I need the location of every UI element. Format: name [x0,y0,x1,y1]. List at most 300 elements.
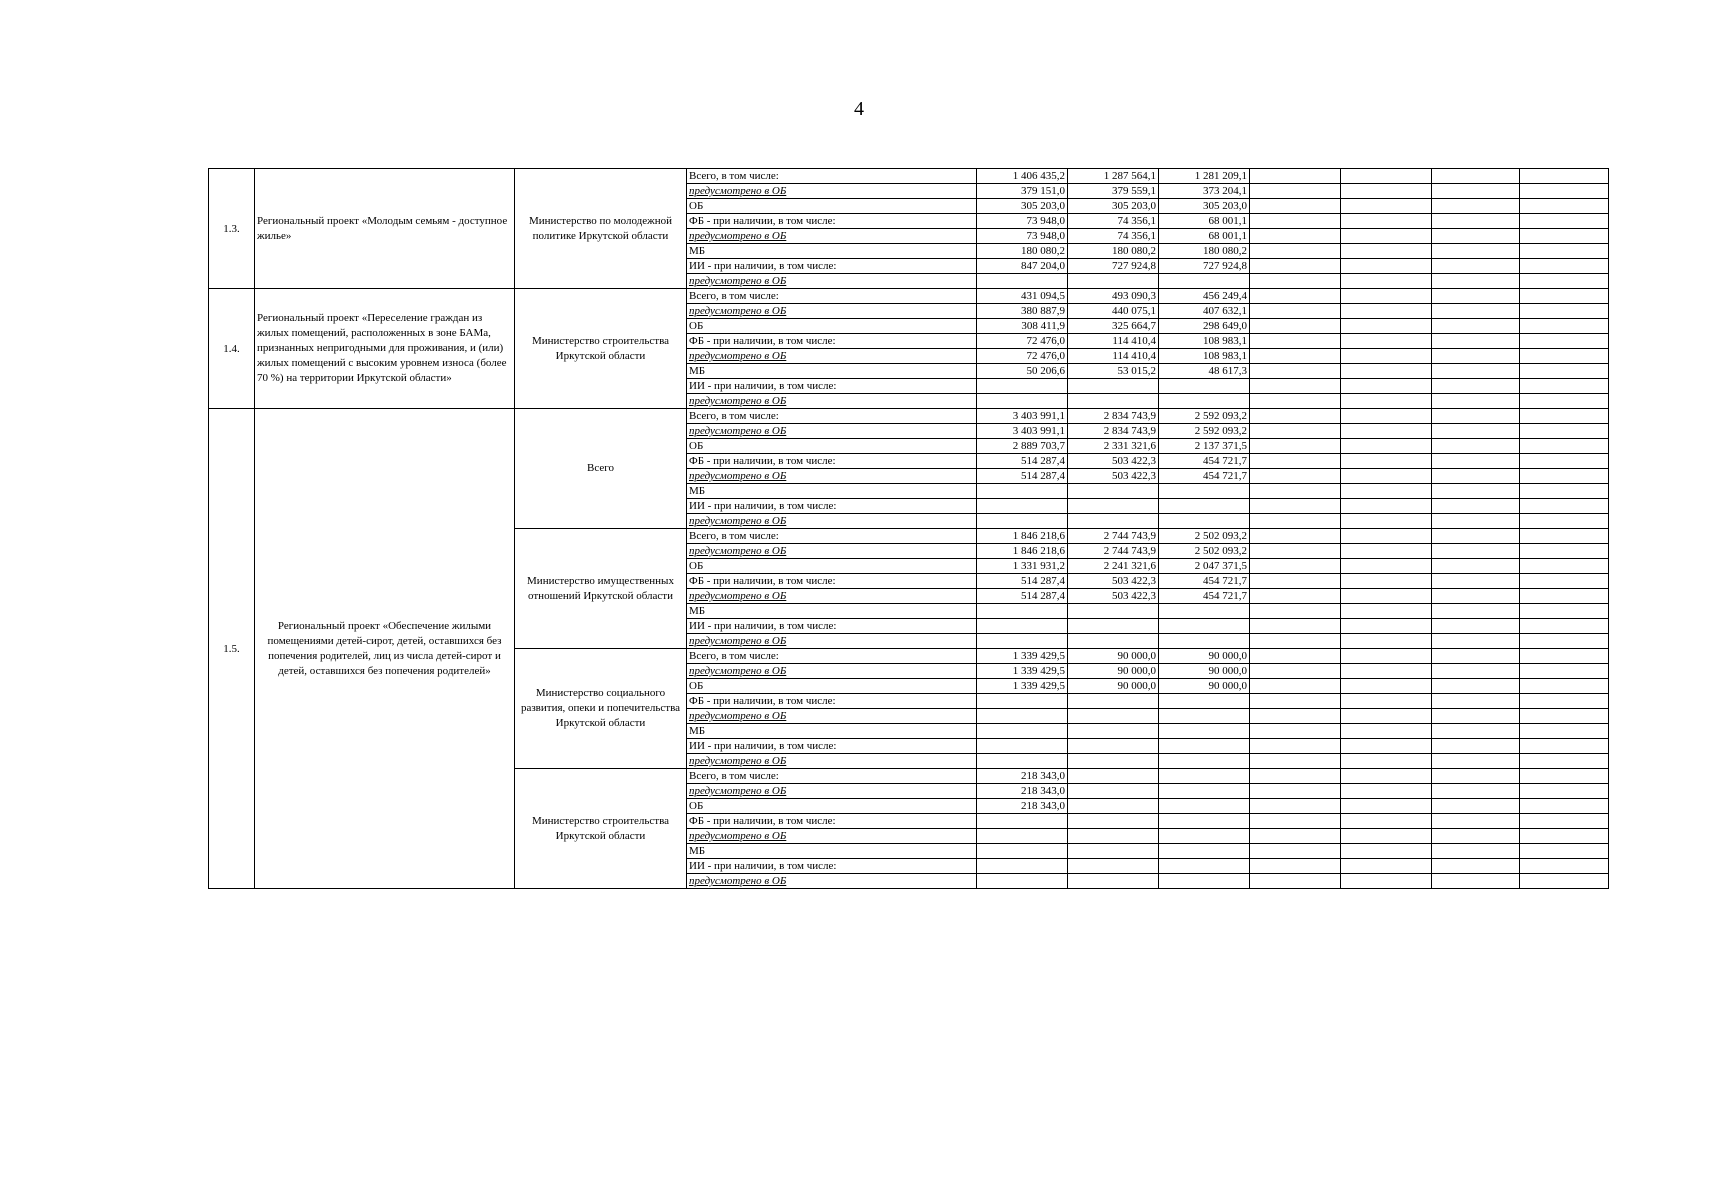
empty-cell [1520,814,1609,829]
value-cell: 503 422,3 [1068,469,1159,484]
empty-cell [1432,544,1520,559]
empty-cell [1250,319,1341,334]
empty-cell [1520,169,1609,184]
empty-cell [1520,244,1609,259]
funding-source-label: предусмотрено в ОБ [687,424,977,439]
executor-name: Всего [515,409,687,529]
empty-cell [1432,769,1520,784]
empty-cell [1250,739,1341,754]
empty-cell [1520,829,1609,844]
empty-cell [1520,649,1609,664]
empty-cell [1341,394,1432,409]
value-cell: 325 664,7 [1068,319,1159,334]
funding-source-label: ОБ [687,679,977,694]
empty-cell [1520,754,1609,769]
value-cell [1068,739,1159,754]
value-cell [977,274,1068,289]
funding-source-label: предусмотрено в ОБ [687,229,977,244]
empty-cell [1250,229,1341,244]
value-cell: 514 287,4 [977,469,1068,484]
empty-cell [1250,409,1341,424]
empty-cell [1341,844,1432,859]
empty-cell [1250,304,1341,319]
value-cell [1159,709,1250,724]
value-cell [1068,514,1159,529]
executor-name: Министерство социального развития, опеки и попечительства Иркутской области [515,649,687,769]
empty-cell [1341,679,1432,694]
funding-source-label: предусмотрено в ОБ [687,469,977,484]
empty-cell [1341,799,1432,814]
value-cell [1159,394,1250,409]
empty-cell [1341,739,1432,754]
funding-source-label: предусмотрено в ОБ [687,754,977,769]
value-cell [1159,829,1250,844]
empty-cell [1432,319,1520,334]
value-cell: 72 476,0 [977,349,1068,364]
empty-cell [1432,589,1520,604]
empty-cell [1341,829,1432,844]
value-cell [1068,619,1159,634]
empty-cell [1341,694,1432,709]
empty-cell [1520,304,1609,319]
value-cell: 440 075,1 [1068,304,1159,319]
funding-source-label: предусмотрено в ОБ [687,184,977,199]
table-body [209,169,1609,889]
value-cell: 2 889 703,7 [977,439,1068,454]
empty-cell [1341,544,1432,559]
empty-cell [1432,829,1520,844]
value-cell: 108 983,1 [1159,334,1250,349]
empty-cell [1341,754,1432,769]
value-cell [1068,859,1159,874]
value-cell: 180 080,2 [1159,244,1250,259]
value-cell [1068,814,1159,829]
empty-cell [1432,274,1520,289]
empty-cell [1520,529,1609,544]
empty-cell [1432,634,1520,649]
empty-cell [1520,634,1609,649]
value-cell: 2 744 743,9 [1068,544,1159,559]
value-cell: 727 924,8 [1159,259,1250,274]
empty-cell [1432,664,1520,679]
empty-cell [1520,319,1609,334]
empty-cell [1432,619,1520,634]
value-cell: 407 632,1 [1159,304,1250,319]
empty-cell [1432,574,1520,589]
funding-source-label: предусмотрено в ОБ [687,709,977,724]
value-cell: 50 206,6 [977,364,1068,379]
project-name: Региональный проект «Переселение граждан из жилых помещений, расположенных в зоне БАМа, признанных непригодными для проживания, и (или) жилых помещений с высоким уровнем износа (более 70 %) на территории Иркутской области» [255,289,515,409]
value-cell [977,694,1068,709]
value-cell [1068,634,1159,649]
empty-cell [1341,469,1432,484]
empty-cell [1520,274,1609,289]
funding-source-label: ФБ - при наличии, в том числе: [687,454,977,469]
empty-cell [1250,679,1341,694]
value-cell [977,604,1068,619]
empty-cell [1432,169,1520,184]
value-cell [1068,724,1159,739]
empty-cell [1250,184,1341,199]
value-cell: 53 015,2 [1068,364,1159,379]
value-cell: 218 343,0 [977,799,1068,814]
value-cell: 431 094,5 [977,289,1068,304]
empty-cell [1250,454,1341,469]
empty-cell [1520,559,1609,574]
empty-cell [1341,439,1432,454]
empty-cell [1341,454,1432,469]
value-cell [977,634,1068,649]
value-cell [1159,484,1250,499]
value-cell [977,814,1068,829]
value-cell: 380 887,9 [977,304,1068,319]
value-cell: 1 846 218,6 [977,544,1068,559]
empty-cell [1520,859,1609,874]
funding-source-label: предусмотрено в ОБ [687,514,977,529]
value-cell: 1 331 931,2 [977,559,1068,574]
empty-cell [1341,274,1432,289]
empty-cell [1432,439,1520,454]
empty-cell [1341,619,1432,634]
value-cell: 114 410,4 [1068,334,1159,349]
funding-source-label: предусмотрено в ОБ [687,304,977,319]
empty-cell [1250,169,1341,184]
empty-cell [1341,559,1432,574]
empty-cell [1250,559,1341,574]
empty-cell [1432,484,1520,499]
empty-cell [1432,874,1520,889]
value-cell [1159,769,1250,784]
empty-cell [1341,574,1432,589]
value-cell [977,514,1068,529]
empty-cell [1250,439,1341,454]
empty-cell [1250,694,1341,709]
executor-name: Министерство строительства Иркутской области [515,289,687,409]
empty-cell [1250,214,1341,229]
empty-cell [1250,289,1341,304]
value-cell: 218 343,0 [977,784,1068,799]
budget-table [208,168,1609,889]
value-cell [977,379,1068,394]
value-cell: 90 000,0 [1068,679,1159,694]
empty-cell [1341,169,1432,184]
empty-cell [1432,409,1520,424]
funding-source-label: Всего, в том числе: [687,649,977,664]
empty-cell [1520,709,1609,724]
page-number: 4 [854,98,864,120]
value-cell: 1 339 429,5 [977,664,1068,679]
empty-cell [1520,739,1609,754]
value-cell: 454 721,7 [1159,589,1250,604]
value-cell: 514 287,4 [977,454,1068,469]
executor-name: Министерство строительства Иркутской области [515,769,687,889]
empty-cell [1250,349,1341,364]
value-cell: 2 047 371,5 [1159,559,1250,574]
empty-cell [1432,184,1520,199]
empty-cell [1250,604,1341,619]
value-cell: 2 502 093,2 [1159,544,1250,559]
funding-source-label: ФБ - при наличии, в том числе: [687,574,977,589]
empty-cell [1341,814,1432,829]
value-cell [1159,604,1250,619]
empty-cell [1250,799,1341,814]
value-cell: 90 000,0 [1068,649,1159,664]
empty-cell [1520,439,1609,454]
value-cell: 180 080,2 [1068,244,1159,259]
value-cell [977,709,1068,724]
empty-cell [1520,349,1609,364]
empty-cell [1520,769,1609,784]
empty-cell [1341,334,1432,349]
funding-source-label: Всего, в том числе: [687,529,977,544]
funding-source-label: МБ [687,844,977,859]
empty-cell [1250,709,1341,724]
value-cell [977,484,1068,499]
empty-cell [1341,664,1432,679]
empty-cell [1341,304,1432,319]
empty-cell [1520,844,1609,859]
empty-cell [1432,814,1520,829]
funding-source-label: ФБ - при наличии, в том числе: [687,814,977,829]
value-cell: 308 411,9 [977,319,1068,334]
empty-cell [1432,679,1520,694]
empty-cell [1520,499,1609,514]
empty-cell [1432,469,1520,484]
funding-source-label: ИИ - при наличии, в том числе: [687,259,977,274]
empty-cell [1520,619,1609,634]
funding-source-label: Всего, в том числе: [687,169,977,184]
empty-cell [1250,424,1341,439]
empty-cell [1520,799,1609,814]
value-cell: 3 403 991,1 [977,409,1068,424]
empty-cell [1520,454,1609,469]
empty-cell [1432,289,1520,304]
value-cell [1068,394,1159,409]
empty-cell [1520,394,1609,409]
empty-cell [1341,289,1432,304]
value-cell: 305 203,0 [1159,199,1250,214]
empty-cell [1520,379,1609,394]
value-cell [1159,739,1250,754]
value-cell: 114 410,4 [1068,349,1159,364]
value-cell: 454 721,7 [1159,469,1250,484]
funding-source-label: предусмотрено в ОБ [687,829,977,844]
value-cell: 2 744 743,9 [1068,529,1159,544]
value-cell [1159,784,1250,799]
value-cell: 514 287,4 [977,574,1068,589]
funding-source-label: Всего, в том числе: [687,769,977,784]
funding-source-label: ИИ - при наличии, в том числе: [687,859,977,874]
value-cell [977,754,1068,769]
empty-cell [1432,229,1520,244]
empty-cell [1432,259,1520,274]
empty-cell [1520,574,1609,589]
empty-cell [1432,709,1520,724]
value-cell [1159,619,1250,634]
value-cell [1159,634,1250,649]
empty-cell [1250,394,1341,409]
empty-cell [1341,349,1432,364]
empty-cell [1341,589,1432,604]
empty-cell [1341,874,1432,889]
funding-source-label: ИИ - при наличии, в том числе: [687,499,977,514]
empty-cell [1250,199,1341,214]
project-number: 1.3. [209,169,255,289]
funding-source-label: предусмотрено в ОБ [687,394,977,409]
funding-source-label: МБ [687,484,977,499]
empty-cell [1432,799,1520,814]
value-cell: 2 502 093,2 [1159,529,1250,544]
project-number: 1.4. [209,289,255,409]
value-cell: 298 649,0 [1159,319,1250,334]
empty-cell [1341,604,1432,619]
empty-cell [1250,244,1341,259]
empty-cell [1432,514,1520,529]
value-cell [1159,499,1250,514]
value-cell [1068,274,1159,289]
value-cell [1068,754,1159,769]
funding-source-label: ОБ [687,799,977,814]
empty-cell [1250,274,1341,289]
empty-cell [1520,199,1609,214]
empty-cell [1341,244,1432,259]
empty-cell [1520,409,1609,424]
value-cell [977,829,1068,844]
value-cell: 1 281 209,1 [1159,169,1250,184]
funding-source-label: Всего, в том числе: [687,409,977,424]
empty-cell [1520,424,1609,439]
value-cell [1159,874,1250,889]
empty-cell [1520,724,1609,739]
empty-cell [1250,334,1341,349]
value-cell [1068,799,1159,814]
funding-source-label: ИИ - при наличии, в том числе: [687,739,977,754]
empty-cell [1432,529,1520,544]
value-cell [977,499,1068,514]
value-cell [1159,274,1250,289]
project-number: 1.5. [209,409,255,889]
empty-cell [1520,229,1609,244]
funding-source-label: предусмотрено в ОБ [687,874,977,889]
empty-cell [1341,229,1432,244]
empty-cell [1520,664,1609,679]
empty-cell [1341,484,1432,499]
value-cell: 218 343,0 [977,769,1068,784]
empty-cell [1341,709,1432,724]
empty-cell [1432,859,1520,874]
empty-cell [1341,529,1432,544]
empty-cell [1341,649,1432,664]
empty-cell [1341,499,1432,514]
funding-source-label: предусмотрено в ОБ [687,634,977,649]
value-cell: 1 339 429,5 [977,679,1068,694]
empty-cell [1432,844,1520,859]
value-cell: 90 000,0 [1159,649,1250,664]
value-cell: 48 617,3 [1159,364,1250,379]
empty-cell [1520,289,1609,304]
empty-cell [1250,649,1341,664]
empty-cell [1250,859,1341,874]
empty-cell [1250,784,1341,799]
value-cell: 454 721,7 [1159,574,1250,589]
value-cell: 68 001,1 [1159,214,1250,229]
empty-cell [1250,484,1341,499]
value-cell: 90 000,0 [1159,664,1250,679]
value-cell [1068,784,1159,799]
empty-cell [1432,604,1520,619]
value-cell [1159,724,1250,739]
empty-cell [1432,559,1520,574]
empty-cell [1341,634,1432,649]
empty-cell [1520,589,1609,604]
value-cell: 1 287 564,1 [1068,169,1159,184]
empty-cell [1341,379,1432,394]
value-cell: 727 924,8 [1068,259,1159,274]
table-row [209,289,1609,304]
value-cell [1068,499,1159,514]
funding-source-label: МБ [687,244,977,259]
empty-cell [1432,379,1520,394]
empty-cell [1432,199,1520,214]
value-cell: 2 331 321,6 [1068,439,1159,454]
empty-cell [1341,409,1432,424]
empty-cell [1250,844,1341,859]
empty-cell [1250,829,1341,844]
empty-cell [1341,724,1432,739]
funding-source-label: ОБ [687,319,977,334]
funding-source-label: ОБ [687,559,977,574]
value-cell: 1 339 429,5 [977,649,1068,664]
empty-cell [1250,589,1341,604]
value-cell [1159,754,1250,769]
empty-cell [1520,484,1609,499]
empty-cell [1341,424,1432,439]
table-row [209,169,1609,184]
value-cell: 180 080,2 [977,244,1068,259]
empty-cell [1250,379,1341,394]
empty-cell [1432,349,1520,364]
empty-cell [1250,469,1341,484]
value-cell [977,844,1068,859]
value-cell: 1 406 435,2 [977,169,1068,184]
value-cell [1068,604,1159,619]
value-cell [977,394,1068,409]
empty-cell [1250,724,1341,739]
project-name: Региональный проект «Молодым семьям - доступное жилье» [255,169,515,289]
empty-cell [1432,334,1520,349]
empty-cell [1432,214,1520,229]
value-cell [1068,484,1159,499]
empty-cell [1432,394,1520,409]
value-cell [1068,769,1159,784]
empty-cell [1432,739,1520,754]
empty-cell [1250,514,1341,529]
value-cell: 74 356,1 [1068,229,1159,244]
funding-source-label: предусмотрено в ОБ [687,589,977,604]
value-cell [1159,814,1250,829]
empty-cell [1341,319,1432,334]
funding-source-label: ФБ - при наличии, в том числе: [687,214,977,229]
value-cell [1159,514,1250,529]
value-cell: 373 204,1 [1159,184,1250,199]
empty-cell [1250,874,1341,889]
funding-source-label: МБ [687,604,977,619]
funding-source-label: предусмотрено в ОБ [687,274,977,289]
empty-cell [1341,199,1432,214]
table-row [209,409,1609,424]
empty-cell [1432,424,1520,439]
value-cell [977,724,1068,739]
